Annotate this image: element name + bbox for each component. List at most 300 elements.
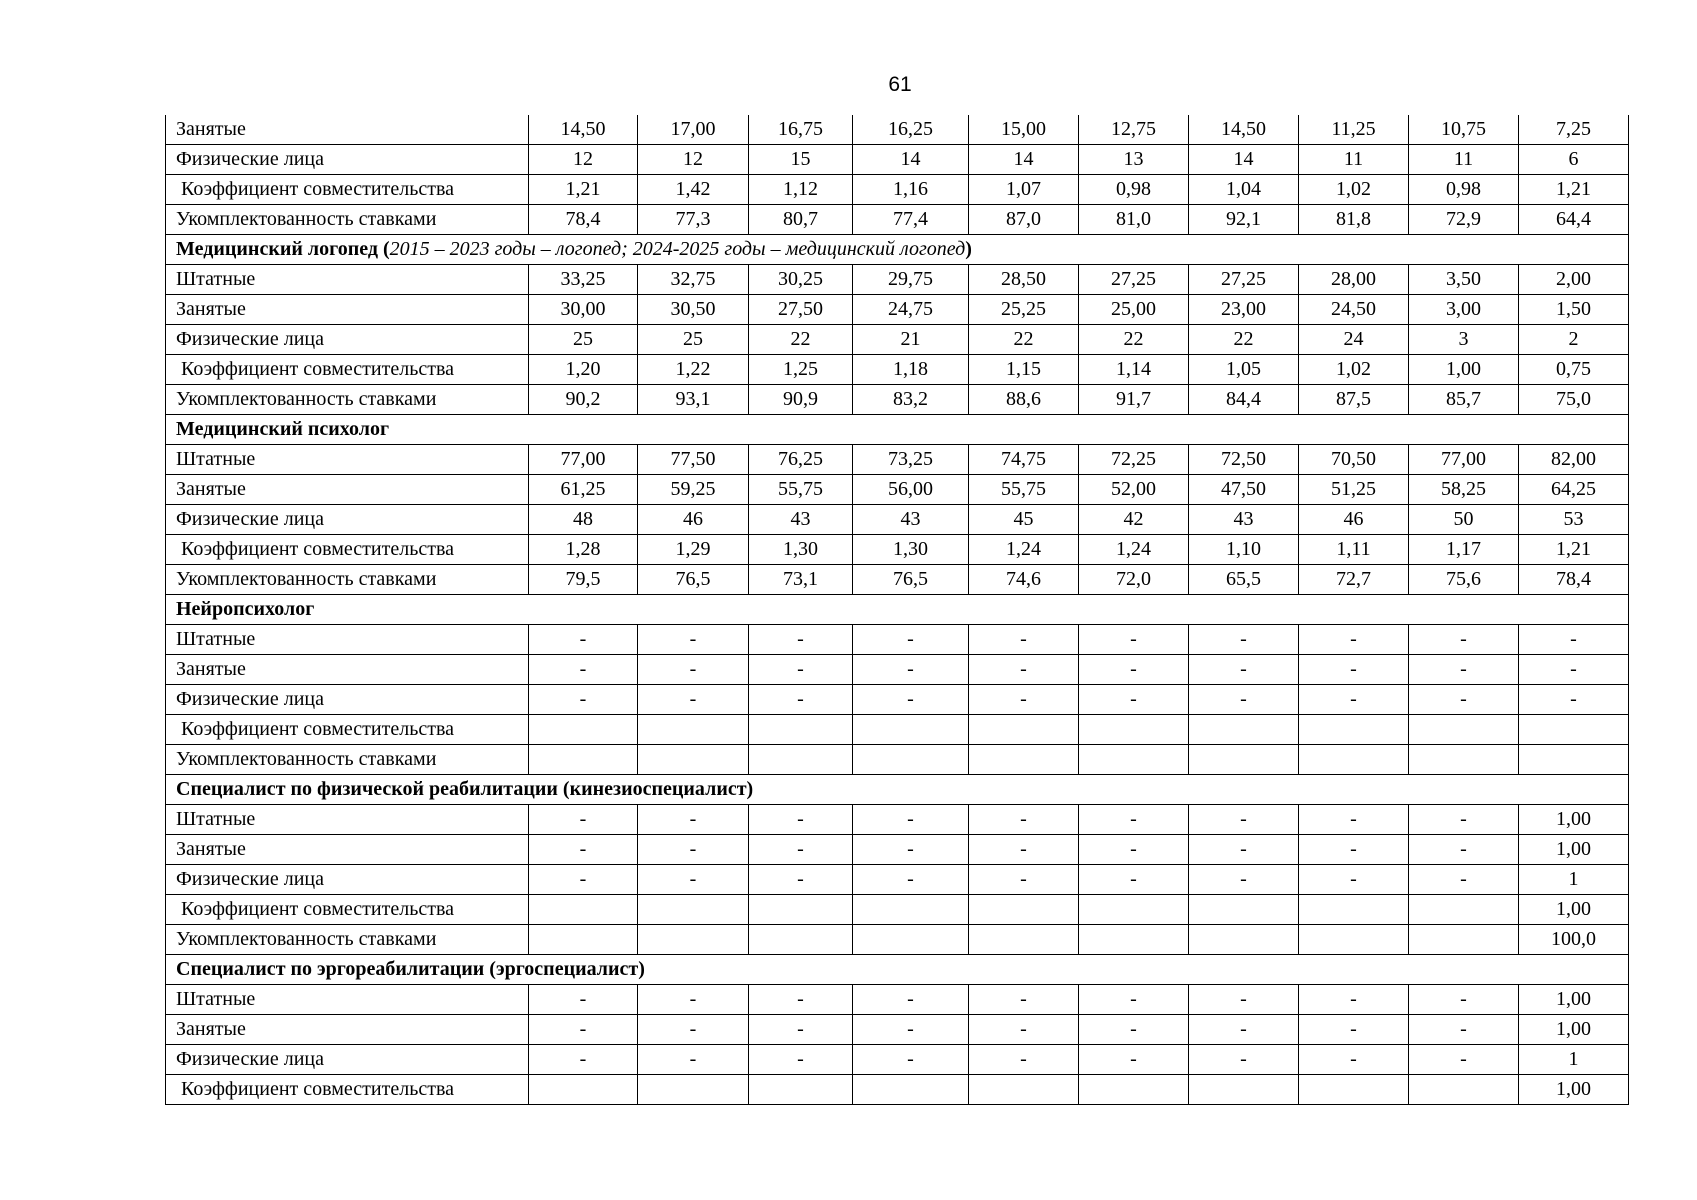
table-cell: 1,24 <box>1079 535 1189 565</box>
table-cell: 28,00 <box>1299 265 1409 295</box>
table-cell <box>1189 1075 1299 1105</box>
table-row <box>166 925 1629 955</box>
table-cell: 100,0 <box>1519 925 1629 955</box>
table-row <box>166 445 1629 475</box>
table-cell <box>969 715 1079 745</box>
table-cell: 1,12 <box>749 175 853 205</box>
table-row <box>166 625 1629 655</box>
table-cell: 12,75 <box>1079 115 1189 145</box>
table-cell: 77,00 <box>529 445 638 475</box>
table-cell: 83,2 <box>853 385 969 415</box>
table-cell: 33,25 <box>529 265 638 295</box>
table-cell: 17,00 <box>638 115 749 145</box>
table-cell: - <box>853 835 969 865</box>
table-cell <box>749 895 853 925</box>
table-cell: 1,50 <box>1519 295 1629 325</box>
table-cell: - <box>969 625 1079 655</box>
table-cell: 1,30 <box>749 535 853 565</box>
table-row <box>166 535 1629 565</box>
table-cell: 70,50 <box>1299 445 1409 475</box>
table-cell <box>853 745 969 775</box>
table-row <box>166 1015 1629 1045</box>
table-cell: 58,25 <box>1409 475 1519 505</box>
table-cell <box>638 715 749 745</box>
table-cell: 48 <box>529 505 638 535</box>
table-cell: - <box>1409 805 1519 835</box>
table-cell: 30,25 <box>749 265 853 295</box>
table-cell: 1,07 <box>969 175 1079 205</box>
table-row <box>166 475 1629 505</box>
table-cell: - <box>638 985 749 1015</box>
table-cell: 90,2 <box>529 385 638 415</box>
table-cell <box>529 1075 638 1105</box>
table-cell: - <box>853 655 969 685</box>
table-cell: 1,28 <box>529 535 638 565</box>
table-cell: 30,00 <box>529 295 638 325</box>
table-cell: 1,00 <box>1519 1075 1629 1105</box>
row-label: Занятые <box>166 295 529 325</box>
table-cell: - <box>853 1045 969 1075</box>
table-cell: 72,50 <box>1189 445 1299 475</box>
section-header-row <box>166 955 1629 985</box>
table-cell <box>638 745 749 775</box>
table-cell: - <box>638 655 749 685</box>
section-title <box>166 775 1629 805</box>
section-header-row <box>166 775 1629 805</box>
table-cell: 14,50 <box>1189 115 1299 145</box>
table-cell: 1,18 <box>853 355 969 385</box>
table-cell: - <box>1299 985 1409 1015</box>
table-cell: - <box>749 1015 853 1045</box>
table-cell: 76,25 <box>749 445 853 475</box>
table-cell: 12 <box>638 145 749 175</box>
table-cell: - <box>1079 625 1189 655</box>
table-cell: 1,00 <box>1519 985 1629 1015</box>
table-cell: 25,00 <box>1079 295 1189 325</box>
table-cell: - <box>1299 835 1409 865</box>
table-cell: 22 <box>1189 325 1299 355</box>
table-cell <box>1189 895 1299 925</box>
table-cell <box>529 895 638 925</box>
row-label: Штатные <box>166 625 529 655</box>
section-title <box>166 595 1629 625</box>
table-cell <box>749 745 853 775</box>
table-cell: 1,16 <box>853 175 969 205</box>
table-cell: 3,50 <box>1409 265 1519 295</box>
table-cell: 90,9 <box>749 385 853 415</box>
table-row <box>166 1075 1629 1105</box>
row-label: Занятые <box>166 115 529 145</box>
table-cell: 1,22 <box>638 355 749 385</box>
table-cell: - <box>529 1045 638 1075</box>
table-cell: 45 <box>969 505 1079 535</box>
table-cell: 22 <box>749 325 853 355</box>
table-cell: 1,00 <box>1519 895 1629 925</box>
table-row <box>166 265 1629 295</box>
table-cell: 75,6 <box>1409 565 1519 595</box>
table-cell <box>749 925 853 955</box>
table-cell <box>529 715 638 745</box>
table-cell: 1,24 <box>969 535 1079 565</box>
section-title <box>166 955 1629 985</box>
table-cell <box>1519 715 1629 745</box>
table-cell: - <box>749 985 853 1015</box>
section-title-text: Специалист по эргореабилитации (эргоспециалист) <box>176 958 645 980</box>
section-title-text: Нейропсихолог <box>176 598 315 620</box>
row-label: Занятые <box>166 475 529 505</box>
table-cell: 27,25 <box>1189 265 1299 295</box>
table-cell: 14,50 <box>529 115 638 145</box>
table-cell: - <box>1189 685 1299 715</box>
table-cell: 55,75 <box>749 475 853 505</box>
table-cell <box>969 925 1079 955</box>
table-row <box>166 655 1629 685</box>
table-cell: 21 <box>853 325 969 355</box>
table-cell: 72,0 <box>1079 565 1189 595</box>
table-row <box>166 115 1629 145</box>
table-cell <box>969 745 1079 775</box>
table-cell: 14 <box>1189 145 1299 175</box>
table-cell: 1,14 <box>1079 355 1189 385</box>
table-cell: 85,7 <box>1409 385 1519 415</box>
table-cell: - <box>969 865 1079 895</box>
table-cell: 0,98 <box>1079 175 1189 205</box>
row-label: Штатные <box>166 265 529 295</box>
section-header-row <box>166 595 1629 625</box>
table-row <box>166 145 1629 175</box>
table-cell: - <box>1079 985 1189 1015</box>
table-cell: - <box>1299 865 1409 895</box>
table-cell: 51,25 <box>1299 475 1409 505</box>
table-cell: - <box>749 625 853 655</box>
table-cell: - <box>969 655 1079 685</box>
table-cell: 78,4 <box>529 205 638 235</box>
table-row <box>166 565 1629 595</box>
table-cell <box>853 1075 969 1105</box>
table-cell: 55,75 <box>969 475 1079 505</box>
table-cell: - <box>529 835 638 865</box>
table-cell: 1,00 <box>1409 355 1519 385</box>
table-cell: - <box>969 985 1079 1015</box>
table-cell <box>969 895 1079 925</box>
table-cell: - <box>529 685 638 715</box>
table-cell: 43 <box>1189 505 1299 535</box>
table-cell: 73,1 <box>749 565 853 595</box>
table-cell: 1,42 <box>638 175 749 205</box>
table-cell: 1,21 <box>1519 535 1629 565</box>
table-cell: - <box>853 865 969 895</box>
row-label: Укомплектованность ставками <box>166 925 529 955</box>
table-cell: 1 <box>1519 865 1629 895</box>
table-cell: - <box>749 1045 853 1075</box>
table-cell: 1,30 <box>853 535 969 565</box>
table-row <box>166 205 1629 235</box>
table-cell <box>638 1075 749 1105</box>
row-label: Коэффициент совместительства <box>166 895 529 925</box>
table-cell <box>1409 925 1519 955</box>
table-cell: - <box>529 985 638 1015</box>
table-row <box>166 175 1629 205</box>
row-label: Физические лица <box>166 685 529 715</box>
table-cell: - <box>749 655 853 685</box>
table-cell <box>1079 715 1189 745</box>
table-row <box>166 895 1629 925</box>
table-cell <box>749 715 853 745</box>
table-cell: 78,4 <box>1519 565 1629 595</box>
row-label: Занятые <box>166 1015 529 1045</box>
section-title-text: Медицинский психолог <box>176 418 390 440</box>
table-cell: - <box>1189 805 1299 835</box>
table-cell: - <box>529 1015 638 1045</box>
row-label: Коэффициент совместительства <box>166 355 529 385</box>
table-cell: 1,11 <box>1299 535 1409 565</box>
table-cell <box>1079 745 1189 775</box>
table-cell: - <box>1299 1045 1409 1075</box>
table-cell: 79,5 <box>529 565 638 595</box>
table-cell: - <box>1079 685 1189 715</box>
table-cell: 3 <box>1409 325 1519 355</box>
row-label: Физические лица <box>166 325 529 355</box>
table-cell <box>1409 715 1519 745</box>
table-cell: - <box>1299 625 1409 655</box>
table-cell: 16,75 <box>749 115 853 145</box>
table-cell: 11 <box>1409 145 1519 175</box>
table-cell: - <box>638 865 749 895</box>
table-cell: - <box>1189 1045 1299 1075</box>
section-title <box>166 235 1629 265</box>
section-title <box>166 415 1629 445</box>
table-cell <box>1299 745 1409 775</box>
table-cell: - <box>1189 625 1299 655</box>
table-cell <box>1409 895 1519 925</box>
table-cell <box>1519 745 1629 775</box>
table-cell: 1,21 <box>1519 175 1629 205</box>
section-title-end: ) <box>965 238 972 260</box>
table-cell <box>638 925 749 955</box>
table-cell: - <box>749 685 853 715</box>
table-cell: 56,00 <box>853 475 969 505</box>
table-cell <box>853 895 969 925</box>
table-cell: - <box>1519 685 1629 715</box>
table-cell: 25 <box>638 325 749 355</box>
table-cell: 81,8 <box>1299 205 1409 235</box>
table-cell: - <box>1299 1015 1409 1045</box>
table-cell: 32,75 <box>638 265 749 295</box>
table-cell: - <box>1189 985 1299 1015</box>
table-cell: - <box>1079 835 1189 865</box>
section-title-text: Специалист по физической реабилитации (кинезиоспециалист) <box>176 778 754 800</box>
table-cell: 72,7 <box>1299 565 1409 595</box>
table-cell <box>1299 1075 1409 1105</box>
table-cell: - <box>1409 1015 1519 1045</box>
table-cell: 76,5 <box>853 565 969 595</box>
section-header-row <box>166 235 1629 265</box>
table-cell <box>969 1075 1079 1105</box>
table-cell: 6 <box>1519 145 1629 175</box>
table-cell: - <box>529 865 638 895</box>
table-cell: 81,0 <box>1079 205 1189 235</box>
table-cell: 0,75 <box>1519 355 1629 385</box>
row-label: Занятые <box>166 835 529 865</box>
table-cell: - <box>1409 685 1519 715</box>
table-cell: 24,75 <box>853 295 969 325</box>
table-cell: - <box>1409 655 1519 685</box>
table-cell <box>1079 1075 1189 1105</box>
table-cell: - <box>1299 805 1409 835</box>
row-label: Укомплектованность ставками <box>166 385 529 415</box>
table-cell: - <box>749 865 853 895</box>
table-cell: 72,9 <box>1409 205 1519 235</box>
table-row <box>166 505 1629 535</box>
table-cell: - <box>638 1015 749 1045</box>
table-cell: 29,75 <box>853 265 969 295</box>
table-row <box>166 295 1629 325</box>
table-cell: 1,00 <box>1519 805 1629 835</box>
table-cell: - <box>638 835 749 865</box>
table-cell <box>638 895 749 925</box>
table-cell: - <box>1299 655 1409 685</box>
row-label: Физические лица <box>166 1045 529 1075</box>
table-row <box>166 835 1629 865</box>
table-cell: - <box>969 835 1079 865</box>
table-cell: 82,00 <box>1519 445 1629 475</box>
table-cell: 2 <box>1519 325 1629 355</box>
table-cell <box>1409 1075 1519 1105</box>
table-cell: 22 <box>969 325 1079 355</box>
table-cell: 14 <box>969 145 1079 175</box>
table-cell: - <box>1409 865 1519 895</box>
table-cell: 92,1 <box>1189 205 1299 235</box>
table-cell: 76,5 <box>638 565 749 595</box>
row-label: Укомплектованность ставками <box>166 745 529 775</box>
table-cell <box>1189 745 1299 775</box>
table-cell: 15 <box>749 145 853 175</box>
table-cell: - <box>1189 865 1299 895</box>
table-row <box>166 805 1629 835</box>
table-cell: 43 <box>853 505 969 535</box>
table-cell: 1,10 <box>1189 535 1299 565</box>
table-cell: 1,00 <box>1519 835 1629 865</box>
table-cell: 0,98 <box>1409 175 1519 205</box>
table-cell: - <box>529 655 638 685</box>
table-cell: 46 <box>638 505 749 535</box>
table-cell: 64,4 <box>1519 205 1629 235</box>
table-cell <box>853 715 969 745</box>
table-cell: 3,00 <box>1409 295 1519 325</box>
table-cell: 87,0 <box>969 205 1079 235</box>
page-number: 61 <box>888 73 912 96</box>
table-cell: 24,50 <box>1299 295 1409 325</box>
row-label: Занятые <box>166 655 529 685</box>
table-cell: 59,25 <box>638 475 749 505</box>
table-cell: - <box>749 835 853 865</box>
row-label: Коэффициент совместительства <box>166 535 529 565</box>
table-cell: 87,5 <box>1299 385 1409 415</box>
table-cell: 12 <box>529 145 638 175</box>
table-cell: - <box>1409 835 1519 865</box>
table-cell <box>1299 925 1409 955</box>
table-cell: - <box>853 985 969 1015</box>
table-row <box>166 325 1629 355</box>
table-cell: - <box>853 685 969 715</box>
table-row <box>166 715 1629 745</box>
table-cell: 11,25 <box>1299 115 1409 145</box>
table-cell: 74,6 <box>969 565 1079 595</box>
table-cell: 28,50 <box>969 265 1079 295</box>
row-label: Штатные <box>166 985 529 1015</box>
table-cell: - <box>749 805 853 835</box>
table-cell: 84,4 <box>1189 385 1299 415</box>
table-cell: 52,00 <box>1079 475 1189 505</box>
table-cell: - <box>1079 805 1189 835</box>
table-cell: 1,04 <box>1189 175 1299 205</box>
table-cell: 1,05 <box>1189 355 1299 385</box>
table-cell: - <box>1189 1015 1299 1045</box>
table-cell <box>529 745 638 775</box>
table-cell <box>1079 895 1189 925</box>
table-cell: 11 <box>1299 145 1409 175</box>
table-cell: 77,00 <box>1409 445 1519 475</box>
table-cell: - <box>969 805 1079 835</box>
table-cell: 43 <box>749 505 853 535</box>
table-cell: - <box>1409 1045 1519 1075</box>
table-cell: - <box>638 685 749 715</box>
table-cell: - <box>853 625 969 655</box>
table-cell: - <box>1409 985 1519 1015</box>
table-cell: 16,25 <box>853 115 969 145</box>
table-cell: - <box>969 685 1079 715</box>
table-cell: 1,21 <box>529 175 638 205</box>
table-cell <box>1299 715 1409 745</box>
table-cell: - <box>1519 625 1629 655</box>
table-cell: - <box>1409 625 1519 655</box>
table-cell: 14 <box>853 145 969 175</box>
table-cell: - <box>529 805 638 835</box>
table-cell <box>529 925 638 955</box>
table-cell: - <box>1079 865 1189 895</box>
table-cell: 91,7 <box>1079 385 1189 415</box>
table-cell: 27,25 <box>1079 265 1189 295</box>
table-cell: - <box>969 1045 1079 1075</box>
table-cell: 75,0 <box>1519 385 1629 415</box>
table-cell: 15,00 <box>969 115 1079 145</box>
table-row <box>166 1045 1629 1075</box>
table-cell: 88,6 <box>969 385 1079 415</box>
section-title-text: Медицинский логопед ( <box>176 238 390 260</box>
table-row <box>166 355 1629 385</box>
table-cell: - <box>1079 1045 1189 1075</box>
table-cell <box>749 1075 853 1105</box>
table-cell: 72,25 <box>1079 445 1189 475</box>
section-header-row <box>166 415 1629 445</box>
table-row <box>166 985 1629 1015</box>
table-body <box>166 115 1629 1105</box>
table-cell: 24 <box>1299 325 1409 355</box>
table-cell: 77,50 <box>638 445 749 475</box>
table-cell: 22 <box>1079 325 1189 355</box>
table-cell: - <box>638 625 749 655</box>
table-cell: 1,02 <box>1299 175 1409 205</box>
table-cell: 74,75 <box>969 445 1079 475</box>
table-cell: 1,20 <box>529 355 638 385</box>
table-cell: 61,25 <box>529 475 638 505</box>
row-label: Коэффициент совместительства <box>166 715 529 745</box>
table-cell: - <box>1079 655 1189 685</box>
section-title-note: 2015 – 2023 годы – логопед; 2024-2025 годы – медицинский логопед <box>389 238 966 260</box>
row-label: Физические лица <box>166 145 529 175</box>
table-cell: 1 <box>1519 1045 1629 1075</box>
table-cell: - <box>1189 655 1299 685</box>
